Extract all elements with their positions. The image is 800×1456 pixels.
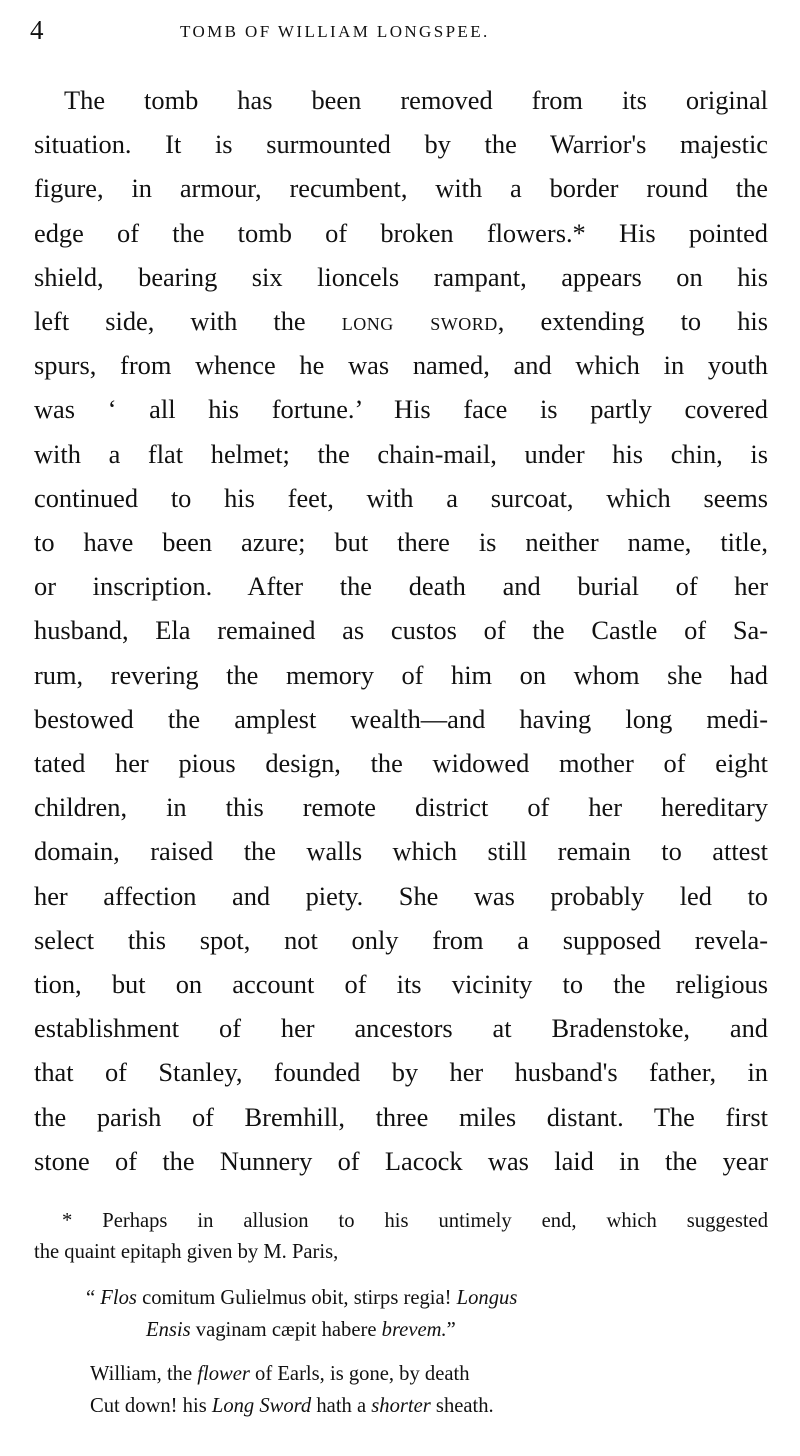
body-line: bestowed the amplest wealth—and having long medi- [34, 703, 768, 734]
body-line: spurs, from whence he was named, and which in youth [34, 350, 768, 381]
body-line: the parish of Bremhill, three miles distant. The first [34, 1101, 768, 1132]
body-line: with a flat helmet; the chain-mail, under his chin, is [34, 438, 768, 469]
body-line: her affection and piety. She was probably led to [34, 880, 768, 911]
body-line: establishment of her ancestors at Bradenstoke, and [34, 1013, 768, 1044]
body-line: figure, in armour, recumbent, with a border round the [34, 173, 768, 204]
body-line: that of Stanley, founded by her husband's father, in [34, 1057, 768, 1088]
body-line: husband, Ela remained as custos of the Castle of Sa- [34, 615, 768, 646]
translation-segment: of Earls, is gone, by death [249, 1362, 470, 1385]
translation-segment: Cut down! his [90, 1394, 212, 1417]
body-line: shield, bearing six lioncels rampant, appears on his [34, 261, 768, 292]
footnote-line: * Perhaps in allusion to his untimely end, which suggested [62, 1210, 768, 1232]
body-line: situation. It is surmounted by the Warrior's majestic [34, 129, 768, 160]
body-line [34, 299, 768, 343]
body-line: select this spot, not only from a supposed revela- [34, 924, 768, 955]
italic-word: Long Sword [211, 1394, 312, 1417]
body-text [34, 78, 768, 1183]
body-text-segment: left side, with the [34, 306, 306, 337]
body-line: to have been azure; but there is neither name, title, [34, 527, 768, 558]
translation-segment: hath a [311, 1394, 372, 1417]
epitaph-segment: vaginam cæpit habere [190, 1318, 382, 1341]
body-line: children, in this remote district of her hereditary [34, 792, 768, 823]
quote-mark: ” [446, 1318, 456, 1341]
body-line: domain, raised the walls which still remain to attest [34, 836, 768, 867]
translation-segment: William, the [90, 1362, 198, 1385]
english-translation [34, 1358, 768, 1422]
body-line: tated her pious design, the widowed mother of eight [34, 748, 768, 779]
page-number: 4 [30, 15, 44, 45]
long-sword-smallcaps: long sword [341, 306, 498, 337]
italic-word: Ensis [146, 1318, 191, 1341]
italic-word: flower [197, 1362, 250, 1385]
epitaph-segment: comitum Gulielmus obit, stirps regia! [136, 1286, 457, 1309]
translation-line [34, 1358, 768, 1390]
body-line: edge of the tomb of broken flowers.* His pointed [34, 217, 768, 248]
body-line: tion, but on account of its vicinity to the religious [34, 969, 768, 1000]
latin-epitaph-line [34, 1314, 768, 1346]
italic-word: brevem. [381, 1318, 447, 1341]
latin-epitaph [34, 1282, 768, 1346]
body-line: or inscription. After the death and burial of her [34, 571, 768, 602]
footnote [34, 1206, 768, 1422]
body-line: rum, revering the memory of him on whom she had [34, 659, 768, 690]
body-text-segment: , extending to his [497, 306, 768, 337]
italic-word: shorter [371, 1394, 431, 1417]
body-line: was ‘ all his fortune.’ His face is partly covered [34, 394, 768, 425]
translation-segment: sheath. [430, 1394, 494, 1417]
translation-line [34, 1390, 768, 1422]
latin-epitaph-line [34, 1282, 768, 1314]
italic-word: Flos [100, 1286, 137, 1309]
body-line: The tomb has been removed from its original [64, 85, 768, 115]
quote-mark: “ [86, 1286, 101, 1309]
running-title: TOMB OF WILLIAM LONGSPEE. [180, 22, 490, 41]
body-line: continued to his feet, with a surcoat, which seems [34, 482, 768, 513]
italic-word: Longus [456, 1286, 518, 1309]
footnote-line: the quaint epitaph given by M. Paris, [34, 1240, 339, 1263]
body-line: stone of the Nunnery of Lacock was laid in the year [34, 1145, 768, 1176]
